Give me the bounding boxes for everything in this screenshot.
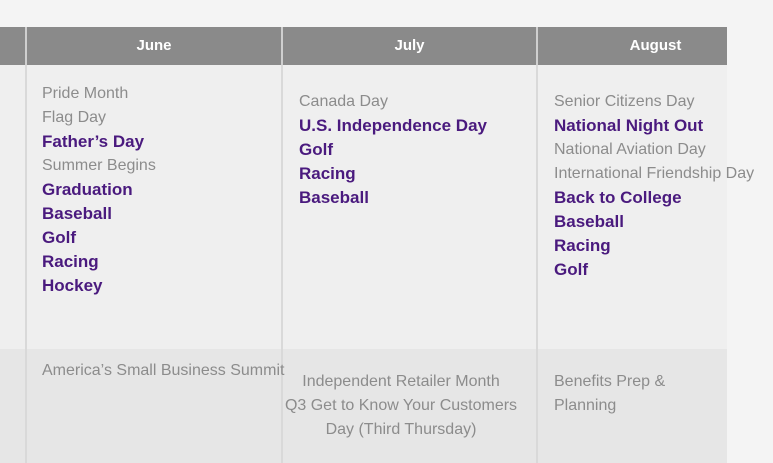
- list-item: Golf: [554, 260, 588, 279]
- list-item: U.S. Independence Day: [299, 116, 487, 135]
- column-divider: [536, 65, 538, 463]
- list-item: Hockey: [42, 276, 103, 295]
- column-divider: [536, 27, 538, 65]
- month-header-row: [0, 27, 727, 65]
- list-item: Baseball: [42, 204, 112, 223]
- list-item: Senior Citizens Day: [554, 93, 695, 110]
- column-divider: [25, 27, 27, 65]
- july-notes: [283, 370, 519, 442]
- list-item: Canada Day: [299, 93, 388, 110]
- list-item: Baseball: [554, 212, 624, 231]
- list-item: Golf: [42, 228, 76, 247]
- list-item: Back to College: [554, 188, 682, 207]
- list-item: Baseball: [299, 188, 369, 207]
- column-divider: [281, 27, 283, 65]
- june-note: America’s Small Business Summit: [42, 362, 285, 379]
- list-item: Racing: [299, 164, 356, 183]
- august-note: Benefits Prep & Planning: [554, 373, 666, 414]
- july-note: Q3 Get to Know Your Customers: [284, 397, 518, 414]
- list-item: Summer Begins: [42, 157, 156, 174]
- july-events-list: [299, 90, 487, 210]
- column-divider: [25, 65, 27, 463]
- list-item: Graduation: [42, 180, 133, 199]
- header-june: June: [136, 37, 172, 54]
- list-item: Flag Day: [42, 109, 107, 126]
- top-band: [0, 0, 727, 27]
- header-july: July: [394, 37, 425, 54]
- august-events-list: [554, 90, 754, 282]
- july-note: Independent Retailer Month: [302, 373, 500, 390]
- list-item: International Friendship Day: [554, 165, 755, 182]
- june-events-list: [42, 82, 156, 298]
- list-item: National Night Out: [554, 116, 704, 135]
- list-item: National Aviation Day: [554, 141, 706, 158]
- list-item: Father’s Day: [42, 132, 145, 151]
- header-august: August: [629, 37, 682, 54]
- list-item: Racing: [42, 252, 99, 271]
- list-item: Golf: [299, 140, 333, 159]
- list-item: Racing: [554, 236, 611, 255]
- july-note: Day (Third Thursday): [325, 421, 477, 438]
- list-item: Pride Month: [42, 85, 129, 102]
